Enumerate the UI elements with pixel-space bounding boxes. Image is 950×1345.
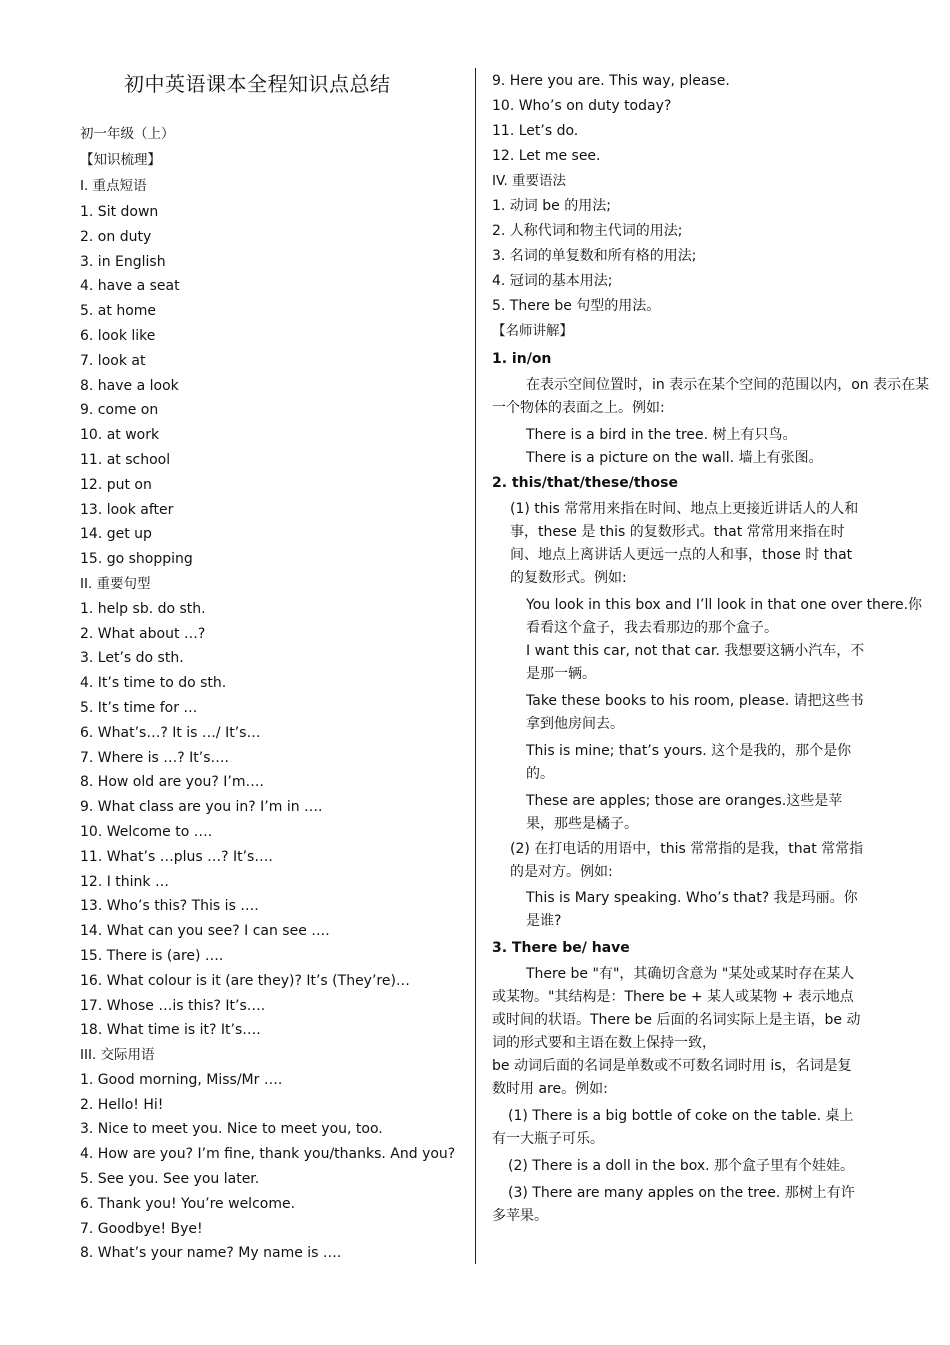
topic-heading: 1. in/on [492, 351, 552, 367]
list-item: 5. It’s time for … [80, 699, 198, 716]
list-item: 3. 名词的单复数和所有格的用法; [492, 248, 697, 264]
example-sentence: There is a bird in the tree. 树上有只鸟。 [526, 427, 797, 443]
phrase-list [80, 203, 475, 575]
grade-heading: 初一年级（上） [80, 126, 175, 142]
right-column [492, 72, 932, 1228]
list-item: 6. look like [80, 327, 156, 344]
list-item: 13. look after [80, 501, 174, 518]
list-item: 18. What time is it? It’s…. [80, 1022, 261, 1039]
example-sentence: These are apples; those are oranges.这些是苹果，那些是橘子。 [526, 793, 843, 832]
list-item: 1. Sit down [80, 204, 159, 220]
list-item: 9. Here you are. This way, please. [492, 73, 730, 89]
list-item: 6. What’s…? It is …/ It’s… [80, 724, 261, 741]
example-sentence: You look in this box and I’ll look in that one over there.你看看这个盒子，我去看那边的那个盒子。 [526, 597, 923, 636]
list-item: 8. What’s your name? My name is …. [80, 1245, 342, 1262]
list-item: 5. at home [80, 303, 157, 320]
list-item: 10. Welcome to …. [80, 823, 213, 840]
page-title: 初中英语课本全程知识点总结 [124, 72, 391, 96]
topic-body: There be "有"，其确切含意为 "某处或某时存在某人或某物。"其结构是：There be + 某人或某物 + 表示地点或时间的状语。There be 后面的名词实际上是主语，be 动词的形式要和主语在数上保持一致， [492, 966, 861, 1051]
topic-body: (1) this 常常用来指在时间、地点上更接近讲话人的人和事，these 是 this 的复数形式。that 常常用来指在时间、地点上离讲话人更远一点的人和事，those 时 that 的复数形式。例如: [510, 501, 859, 586]
expression-list [80, 1071, 475, 1269]
example-sentence: I want this car, not that car. 我想要这辆小汽车，不是那一辆。 [526, 643, 865, 682]
topic-body: 在表示空间位置时，in 表示在某个空间的范围以内，on 表示在某一个物体的表面之上。例如: [492, 377, 930, 416]
section-heading: I. 重点短语 [80, 178, 147, 194]
list-item: 15. There is (are) …. [80, 947, 224, 964]
example-sentence: (2) There is a doll in the box. 那个盒子里有个娃娃。 [508, 1158, 855, 1174]
list-item: 14. What can you see? I can see …. [80, 923, 330, 940]
list-item: 5. See you. See you later. [80, 1171, 260, 1188]
list-item: 17. Whose …is this? It’s…. [80, 997, 266, 1014]
teacher-heading: 【名师讲解】 [492, 323, 573, 339]
list-item: 4. How are you? I’m fine, thank you/thanks. And you? [80, 1146, 456, 1163]
list-item: 7. Where is …? It’s…. [80, 749, 229, 766]
example-sentence: This is Mary speaking. Who’s that? 我是玛丽。你是谁? [526, 890, 858, 929]
topic-body: be 动词后面的名词是单数或不可数名词时用 is，名词是复数时用 are。例如: [492, 1058, 852, 1097]
list-item: 12. I think … [80, 873, 169, 890]
list-item: 2. on duty [80, 228, 152, 245]
section-heading: II. 重要句型 [80, 575, 151, 592]
grammar-list [492, 197, 932, 322]
list-item: 5. There be 句型的用法。 [492, 298, 661, 314]
list-item: 4. 冠词的基本用法; [492, 273, 613, 289]
list-item: 6. Thank you! You’re welcome. [80, 1195, 296, 1212]
column-divider [475, 68, 476, 1264]
example-sentence: Take these books to his room, please. 请把这些书拿到他房间去。 [526, 693, 864, 732]
list-item: 4. have a seat [80, 278, 180, 295]
knowledge-heading: 【知识梳理】 [80, 152, 161, 168]
list-item: 15. go shopping [80, 551, 193, 568]
list-item: 9. come on [80, 402, 159, 419]
list-item: 16. What colour is it (are they)? It’s (They’re)… [80, 972, 410, 989]
section-heading: III. 交际用语 [80, 1047, 155, 1064]
example-sentence: (1) There is a big bottle of coke on the table. 桌上有一大瓶子可乐。 [492, 1108, 854, 1147]
list-item: 12. put on [80, 476, 152, 493]
section-heading: IV. 重要语法 [492, 173, 567, 189]
list-item: 11. at school [80, 451, 171, 468]
example-sentence: This is mine; that’s yours. 这个是我的，那个是你的。 [526, 743, 852, 782]
example-sentence: (3) There are many apples on the tree. 那树上有许多苹果。 [492, 1185, 855, 1224]
list-item: 11. What’s …plus …? It’s…. [80, 848, 273, 865]
list-item: 2. What about …? [80, 625, 206, 642]
pattern-list [80, 600, 475, 1046]
list-item: 2. 人称代词和物主代词的用法; [492, 223, 683, 239]
list-item: 8. How old are you? I’m…. [80, 774, 264, 791]
list-item: 7. look at [80, 352, 146, 369]
topic-heading: 2. this/that/these/those [492, 475, 678, 491]
list-item: 4. It’s time to do sth. [80, 675, 227, 692]
list-item: 10. Who’s on duty today? [492, 98, 672, 114]
list-item: 3. Let’s do sth. [80, 650, 184, 667]
list-item: 11. Let’s do. [492, 123, 579, 139]
list-item: 1. help sb. do sth. [80, 600, 206, 617]
list-item: 9. What class are you in? I’m in …. [80, 799, 323, 816]
list-item: 7. Goodbye! Bye! [80, 1220, 203, 1237]
list-item: 3. Nice to meet you. Nice to meet you, too. [80, 1121, 383, 1138]
list-item: 10. at work [80, 427, 160, 444]
list-item: 1. Good morning, Miss/Mr …. [80, 1071, 283, 1088]
topic-heading: 3. There be/ have [492, 940, 630, 956]
list-item: 14. get up [80, 526, 152, 543]
list-item: 13. Who’s this? This is …. [80, 898, 259, 915]
left-column [80, 125, 475, 1269]
list-item: 3. in English [80, 253, 166, 270]
list-item: 1. 动词 be 的用法; [492, 198, 611, 214]
list-item: 2. Hello! Hi! [80, 1096, 164, 1113]
example-sentence: There is a picture on the wall. 墙上有张图。 [526, 450, 823, 466]
list-item: 8. have a look [80, 377, 179, 394]
list-item: 12. Let me see. [492, 148, 601, 164]
topic-body: (2) 在打电话的用语中，this 常常指的是我，that 常常指的是对方。例如: [510, 841, 864, 880]
expression-list-continued [492, 72, 932, 172]
